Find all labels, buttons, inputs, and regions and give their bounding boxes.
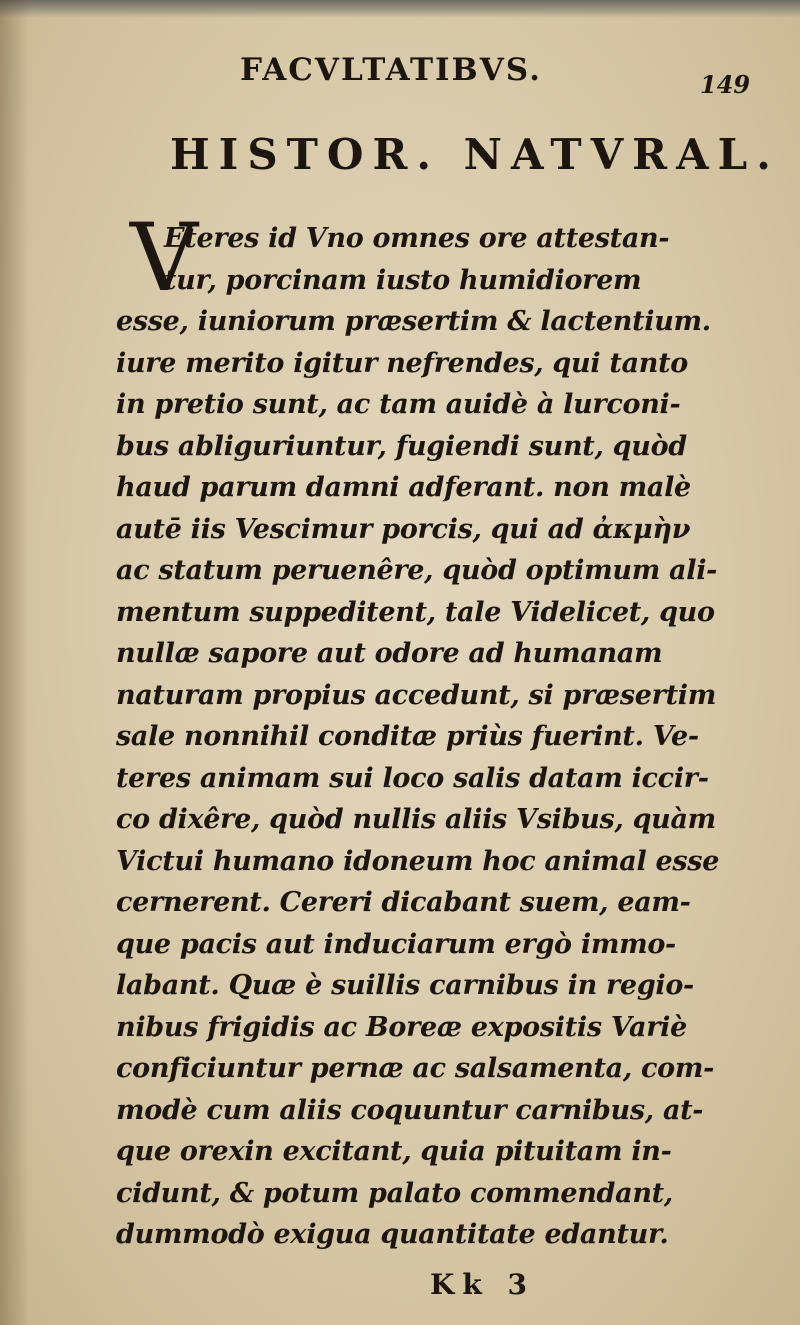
section-title: HISTOR. NATVRAL. (170, 130, 780, 179)
page-top-edge (0, 0, 800, 18)
text-line: dummodò exigua quantitate edantur. (116, 1219, 669, 1250)
text-line: que pacis aut induciarum ergò immo- (116, 928, 676, 960)
text-line: conficiuntur pernæ ac salsamenta, com- (116, 1053, 715, 1084)
text-line: tur, porcinam iusto humidiorem (164, 264, 642, 296)
text-line: teres animam sui loco salis datam iccir- (116, 762, 709, 794)
text-line: labant. Quæ è suillis carnibus in regio- (116, 970, 694, 1001)
drop-cap: V (130, 204, 198, 313)
signature-mark: Kk 3 (430, 1268, 535, 1301)
text-line: nibus frigidis ac Boreæ expositis Variè (116, 1011, 687, 1043)
text-line: nullæ sapore aut odore ad humanam (116, 638, 663, 669)
text-line: bus abliguriuntur, fugiendi sunt, quòd (116, 430, 687, 462)
text-line: ac statum peruenêre, quòd optimum ali- (116, 555, 718, 586)
text-line: in pretio sunt, ac tam auidè à lurconi- (116, 389, 681, 420)
text-line: sale nonnihil conditæ priùs fuerint. Ve- (116, 721, 699, 752)
running-head: FACVLTATIBVS. (240, 52, 542, 88)
text-line: Victui humano idoneum hoc animal esse (116, 845, 720, 877)
page-number: 149 (700, 70, 751, 99)
text-line: cidunt, & potum palato commendant, (116, 1177, 673, 1209)
binding-shadow (0, 0, 30, 1325)
text-line: haud parum damni adferant. non malè (116, 472, 691, 503)
body-text (116, 218, 776, 1256)
text-line: naturam propius accedunt, si præsertim (116, 679, 716, 711)
text-line: iure merito igitur nefrendes, qui tanto (116, 347, 688, 379)
text-line: co dixêre, quòd nullis aliis Vsibus, quàm (116, 804, 716, 835)
text-line: modè cum aliis coquuntur carnibus, at- (116, 1094, 704, 1126)
text-line: Eteres id Vno omnes ore attestan- (164, 223, 670, 254)
text-line: mentum suppeditent, tale Videlicet, quo (116, 596, 715, 628)
text-line: que orexin excitant, quia pituitam in- (116, 1136, 672, 1167)
text-line: esse, iuniorum præsertim & lactentium. (116, 306, 711, 337)
text-line: cernerent. Cereri dicabant suem, eam- (116, 887, 691, 918)
text-line: autē iis Vescimur porcis, qui ad ἀκμὴν (116, 513, 691, 545)
